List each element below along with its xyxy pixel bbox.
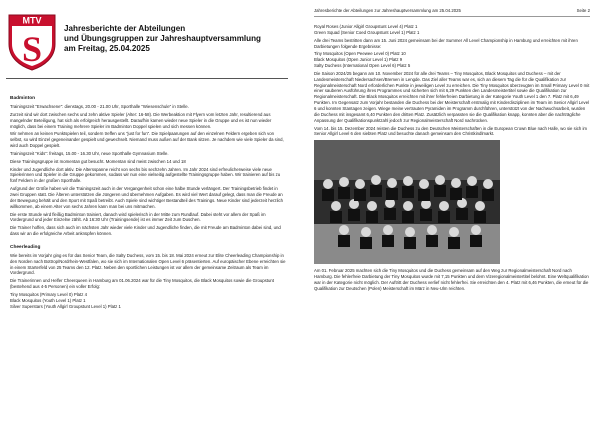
report-paragraph: Am 01. Februar 2025 machten sich die Tiny Mosquitos und die Duchess gemeinsam auf den Weg zur Regionalmeisterschaft Nord nach Hamburg. Die fehlerfreie Darbietung der Tiny Mosquitos wurde mit 7,15 Punkten und dem Vizeregionalmeistertitel belohnt. Eine Weltqualifikation war in der Kategorie nicht möglich. Der Auftritt der Duchess verlief nicht fehlerfrei. Sie erreichten den 4. Platz mit 6,46 Punkten, die erneut für die Qualifikation zur Deutschen (Polen) Meisterschaft im März in Neu-Ulm reichten.: [314, 268, 589, 291]
title-divider: [6, 78, 288, 79]
result-line: Black Mosquitos (Youth Level 1) Platz 1: [10, 297, 86, 303]
report-paragraph: Alle drei Teams bestritten dann am 15. Juni 2024 gemeinsam bei der Summer All Level Championship in Hamburg und erreichten mit ihren Darbietungen folgende Ergebnisse:: [314, 37, 578, 49]
result-line: Green Squad (Senior Coed Groupstunt Level 1) Platz 1: [314, 29, 420, 35]
report-paragraph: Vom 14. bis 15. Dezember 2024 reisten die Duchess zu den Deutschen Meisterschaften in die European Crown Blue nach Halle, wo sie sich im Senior Allgirl Level 6 den siebten Platz und besuchte danach gemeinsam den Christkindlmarkt.: [314, 125, 587, 137]
running-header: [314, 8, 590, 14]
cheerleading-paragraph: Wie bereits im Vorjahr ging es für das Senior Team, die Salty Duchess, vom 15. bis 18. Mai 2024 erneut zur Elite Cheerleading Championship in den Norden nach Bottrop/Nordrhein-Westfalen, wo sie sich im Internationalen Open Level 6 präsentierten. Auf europäischer Ebene erreichten sie in einem Starterfeld von 25 Teams den 12. Platz. Neben den sportlichen Leistungen ist vor allem der gemeinsame Zeitraum als Team im Vordergrund.: [10, 252, 286, 276]
badminton-paragraph: Trainingszeit "Kids": freitags, 15.00 - 16.30 Uhr, neue Sporthalle Gymnasium Stelle.: [10, 150, 169, 156]
result-line: Tiny Mosquitos (Open Peewee Level 0) Platz 10: [314, 51, 406, 57]
title-line-1: Jahresberichte der Abteilungen: [64, 24, 186, 33]
report-title: [64, 24, 286, 54]
logo-text: MTV: [22, 15, 42, 26]
svg-text:S: S: [21, 29, 43, 69]
badminton-paragraph: Aufgrund der Größe haben wir die Trainingszeit auch in der Vergangenheit schon eine halbe Stunde verlängert. Der Trainingsbetrieb findet in zwei Gruppen statt. Die Älteren unterstützen die Jüngeren und übernehmen Aufgaben. Es wird viel Wert darauf gelegt, dass man die Freude an der Bewegung behält und den Sport mit Spaß betreibt. Auch Spiele sind wichtiger Bestandteil des Trainings. Neue Kinder sind jederzeit herzlich willkommen, ab einem Alter von sechs Jahren kann man bei uns mitmachen.: [10, 186, 284, 209]
badminton-paragraph: Die erste Stunde wird fleißig Badminton trainiert, danach wird spielerisch in der Mitte zum Rundlauf. Dabei steht vor allem der Spaß im Vordergrund und jeder Einzelne zählt. Ab 16:30 Uhr (Trainingsende) ist es immer Zeit zum Duschen.: [10, 211, 266, 223]
left-column-content: [10, 96, 286, 309]
result-line: Tiny Mosquitos (Primary Level 0) Platz 4: [10, 291, 87, 297]
result-line: Silver Superstars (Youth Allgirl Groupstunt Level 1) Platz 1: [10, 303, 121, 309]
cheerleading-heading: Cheerleading: [10, 244, 41, 250]
badminton-paragraph: Zurzeit sind wir dort zwischen sechs und zehn aktive Spieler (Alter: 16-58). Die Werbeaktion mit Flyern vom letzten Jahr, resultierend aus mangelnder Beteiligung, hat sich als erfolgreich herausgestellt. Daraufhin kamen wieder neue Spieler in die Gruppe und es ist nun wieder möglich, dass bei einem Training mehrere Spieler im Badminton Doppel spielen und sich messen können.: [10, 111, 272, 129]
page-number: Seite 2: [576, 8, 590, 13]
right-column-content: [314, 24, 590, 294]
badminton-paragraph: Diese Trainingsgruppe ist momentan gut besucht. Momentan sind meist zwischen 14 und 18: [10, 158, 186, 164]
title-line-2: und Übungsgruppen zur Jahreshauptversammlung: [64, 34, 261, 43]
running-head-title: Jahresberichte der Abteilungen zur Jahreshauptversammlung am 25.04.2025: [314, 8, 461, 13]
title-line-3: am Freitag, 25.04.2025: [64, 44, 150, 53]
cheerleading-paragraph: Die Trainerinnen und Helfer Cheerqueen in Hamburg am 01.06.2024 war für die Tiny Mosquitos, die Black Mosquitos sowie die Groupstunt (bestehend aus 4-5 Personen) ein voller Erfolg:: [10, 278, 274, 290]
page-right: [306, 8, 596, 416]
badminton-heading: Badminton: [10, 96, 36, 101]
team-photo: [314, 140, 500, 264]
badminton-paragraph: Wir nehmen an keinen Punktspielen teil, sondern treffen uns "just for fun". Die Spielpaarungen auf den einzelnen Feldern ergeben sich von selbst, so wird Einzel gegeneinander gespielt und gewechselt. Niemand muss außen auf der Bank sitzen. Je nachdem wie viele Spieler da sind, wird auch Doppel gespielt.: [10, 131, 284, 149]
badminton-paragraph: Die Trainer hoffen, dass sich auch im nächsten Jahr wieder viele Kinder und Jugendliche finden, die mit Freude am Badminton dabei sind, und dass wir an die erfolgreiche Arbeit anknüpfen können.: [10, 225, 281, 237]
result-line: Black Mosquitos (Open Junior Level 1) Platz 9: [314, 57, 403, 63]
header-divider: [314, 16, 590, 17]
result-line: Salty Duchess (International Open Level 6) Platz 5: [314, 63, 411, 69]
page-left: [2, 8, 292, 416]
report-paragraph: Die Saison 2024/25 begann am 10. November 2024 für alle drei Teams – Tiny Mosquitos, Black Mosquitos und Duchess – mit der Landesmeisterschaft Niedersachsen/Bremen in Lengde. Das Ziel aller Teams war es, sich an diesem Tag die für die Qualifikation zur Regionalmeisterschaft Nord erforderlichen Punkte in jeweiligen Level zu erreichen. Die Tiny Mosquitos überzeugten im Small Primary Level 0 mit einer sauberen Ausführung ihres Programmes und sicherten sich mit 6,29 Punkten den Landesmeistertitel sowie die Qualifikation zur Regionalmeisterschaft. Die Black Mosquitos erreichten mit ihrer fehlerfreien Darbietung in der Kategorie Youth Level 1 den 7. Platz mit 6,49 Punkten. Im Gegensatz zum Vorjahr bestanden die Duchess bei der Meisterschaft erstmalig mit Kinderdisziplinen im Team im Senior Allgirl Level 6 und konnten Stantagen zeigen. Wiege meine vertrauten Pyramiden im Programm durchführen, unterstützt von der Nachwuchsarbeit, wurden die Duchess mit insgesamt 6,40 Punkten den dritten Platz. Zusätzlich verpassten sie die Qualifikation knapp, konnten aber die nachträgliche Anpassung der Qualifikationspunktzahl jedoch zur Regionalmeisterschaft Nord nachrücken.: [314, 70, 590, 123]
result-line: Royal Roses (Junior Allgirl Groupstunt Level 4) Platz 1: [314, 24, 418, 29]
badminton-paragraph: Kinder und Jugendliche dort aktiv. Die Altersspanne reicht von sechs bis sechzehn Jahren. Im Jahr 2024 sind erfreulicherweise viele neue Spielerinnen und Spieler in die Gruppe gekommen, sodass wir nun eine vielseitig aufgestellte Trainingsgruppe haben. Wir trainieren auf bis zu fünf Feldern in der großen Sporthalle.: [10, 166, 281, 184]
badminton-paragraph: Trainingszeit "Erwachsene": dienstags, 20.00 - 21.00 Uhr, Sporthalle "Wiesenschule" in Stelle.: [10, 104, 189, 109]
mtv-logo: [6, 12, 58, 72]
